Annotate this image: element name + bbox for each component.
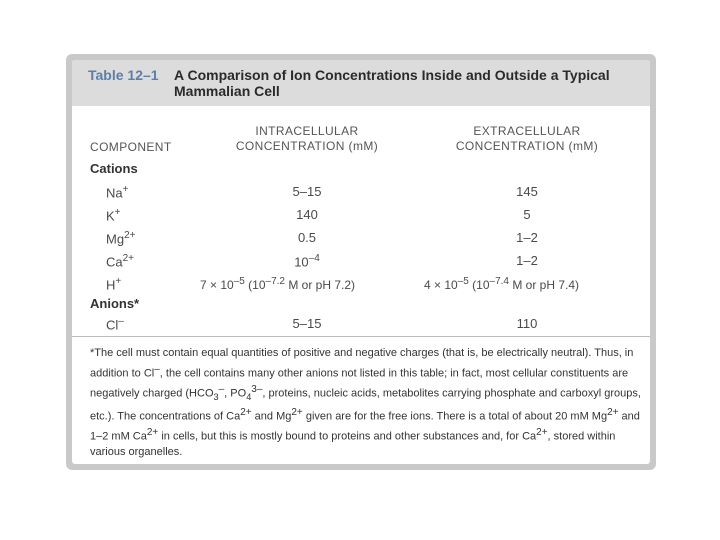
table-title: A Comparison of Ion Concentrations Inside and Outside a Typical Mammalian Cell (174, 67, 610, 99)
extra-value: $4 \times 10^{-5}$ ($10^{-7.4}$ M or pH 7.4) (424, 276, 580, 292)
ion-label: $Ca^{2+}$ (106, 253, 135, 270)
title-bar (72, 60, 650, 106)
table-panel (72, 60, 650, 464)
table-frame (66, 54, 656, 470)
intra-value: $7 \times 10^{-5}$ ($10^{-7.2}$ M or pH 7.2) (200, 276, 356, 292)
section-anions: Anions* (90, 296, 140, 311)
section-cations: Cations (90, 161, 138, 176)
ion-label: $Mg^{2+}$ (106, 230, 136, 247)
header-extracellular: EXTRACELLULAR CONCENTRATION (mM) (455, 124, 599, 153)
table-number: Table 12–1 (88, 67, 159, 83)
footnote-divider (72, 336, 650, 337)
extra-value: 1–2 (516, 230, 538, 245)
ion-label: Na+ (106, 184, 129, 201)
footnote: *The cell must contain equal quantities of positive and negative charges (that is, be electrically neutral). Thus, in addition to Cl–, the cell contains many other anions not listed in this table; in fact, most cellular constituents are negatively charged ($HCO_3^-$, $PO_4^{3-}$, proteins, nucleic acids, metabolites carrying phosphate and carboxyl groups, etc.). The concentrations of $Ca^{2+}$ and $Mg^{2+}$ given are for the free ions. There is a total of about 20 mM $Mg^{2+}$ and 1–2 mM $Ca^{2+}$ in cells, but this is mostly bound to proteins and other substances and, for $Ca^{2+}$, stored within various organelles. (90, 347, 641, 459)
extra-value: 110 (516, 316, 538, 331)
intra-value: 5–15 (292, 316, 322, 331)
header-intracellular: INTRACELLULAR CONCENTRATION (mM) (235, 124, 379, 153)
ion-label: Cl– (106, 316, 124, 333)
extra-value: 5 (523, 207, 531, 222)
intra-value: $10^{-4}$ (294, 253, 320, 270)
extra-value: 1–2 (516, 253, 538, 268)
intra-value: 5–15 (292, 184, 322, 199)
intra-value: 0.5 (297, 230, 317, 245)
ion-label: K+ (106, 207, 121, 224)
extra-value: 145 (516, 184, 538, 199)
ion-label: H+ (106, 276, 122, 293)
intra-value: 140 (296, 207, 318, 222)
header-component: COMPONENT (90, 140, 172, 154)
